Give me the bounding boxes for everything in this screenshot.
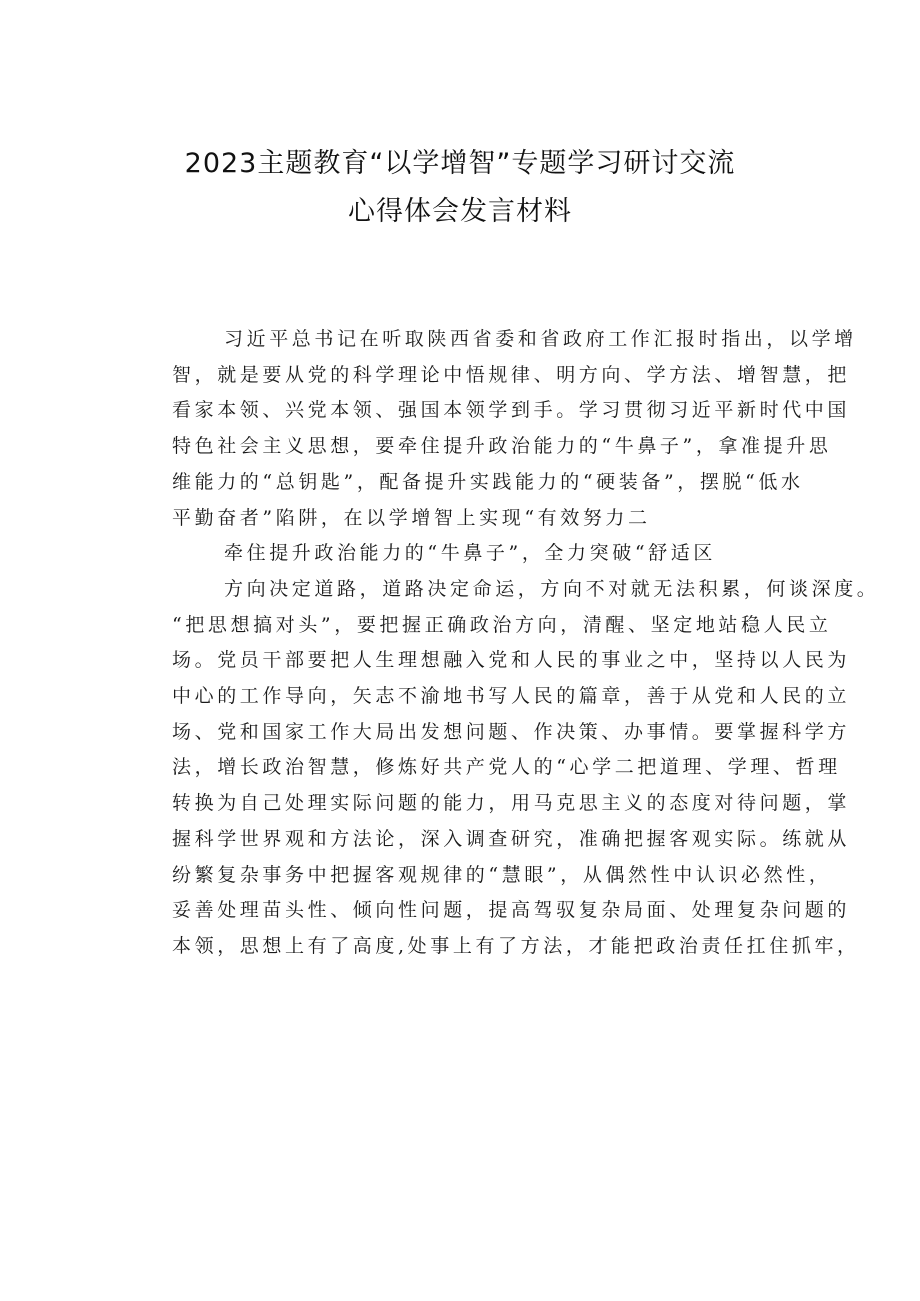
section-heading — [134, 536, 794, 572]
text-line: 法，增长政治智慧，修炼好共产党人的“心学二把道理、学理、哲理 — [172, 756, 841, 779]
text-line: 纷繁复杂事务中把握客观规律的“慧眼”，从偶然性中认识必然性， — [172, 863, 832, 886]
section-heading-text: 牵住提升政治能力的“牛鼻子”，全力突破“舒适区 — [224, 542, 716, 565]
text-line: 本领，思想上有了高度,处事上有了方法，才能把政治责任扛住抓牢， — [172, 934, 860, 957]
text-line: 维能力的“总钥匙”，配备提升实践能力的“硬装备”，摆脱“低水 — [172, 470, 804, 493]
text-line: 平勤奋者”陷阱，在以学增智上实现“有效努力二 — [172, 506, 651, 529]
text-line: 习近平总书记在听取陕西省委和省政府工作汇报时指出，以学增 — [224, 328, 857, 350]
document-title — [0, 140, 920, 236]
text-line: 场、党和国家工作大局出发想问题、作决策、办事情。要掌握科学方 — [172, 720, 851, 743]
paragraph-intro — [134, 322, 857, 536]
paragraph-body — [134, 572, 880, 965]
text-line: 智，就是要从党的科学理论中悟规律、明方向、学方法、增智慧，把 — [172, 363, 851, 386]
text-line: 特色社会主义思想，要牵住提升政治能力的“牛鼻子”，拿准提升思 — [172, 435, 832, 458]
text-line: 方向决定道路，道路决定命运，方向不对就无法积累，何谈深度。 — [224, 577, 880, 600]
text-line: 转换为自己处理实际问题的能力，用马克思主义的态度对待问题，掌 — [172, 792, 851, 815]
text-line: 中心的工作导向，矢志不渝地书写人民的篇章，善于从党和人民的立 — [172, 685, 851, 708]
text-line: 场。党员干部要把人生理想融入党和人民的事业之中，坚持以人民为 — [172, 649, 851, 672]
title-line-1: 2023主题教育“以学增智”专题学习研讨交流 — [184, 148, 736, 179]
text-line: 握科学世界观和方法论，深入调查研究，准确把握客观实际。练就从 — [172, 827, 851, 850]
text-line: “把思想搞对头”，要把握正确政治方向，清醒、坚定地站稳人民立 — [172, 613, 832, 636]
document-body — [134, 322, 880, 965]
text-line: 妥善处理苗头性、倾向性问题，提高驾驭复杂局面、处理复杂问题的 — [172, 899, 851, 922]
title-line-2: 心得体会发言材料 — [348, 196, 572, 227]
text-line: 看家本领、兴党本领、强国本领学到手。学习贯彻习近平新时代中国 — [172, 399, 851, 422]
